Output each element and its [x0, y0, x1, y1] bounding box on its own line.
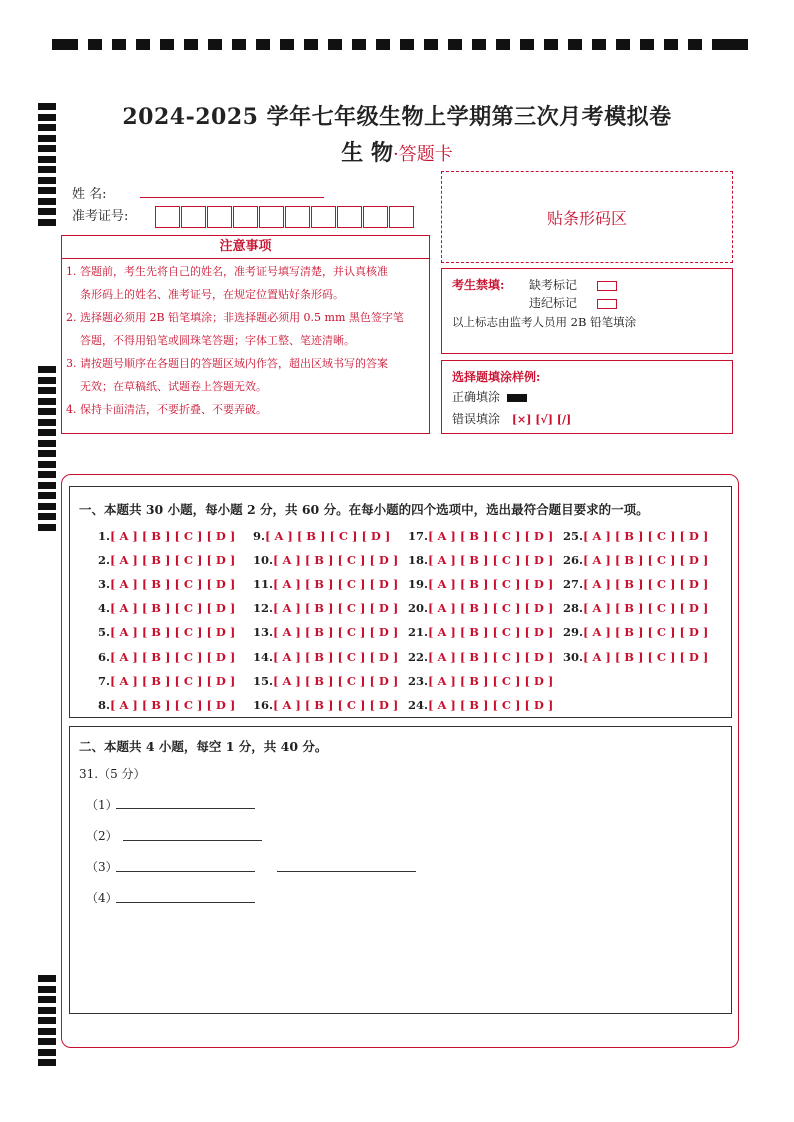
timing-mark — [38, 398, 56, 405]
timing-mark — [38, 1049, 56, 1056]
timing-mark — [38, 1007, 56, 1014]
answer-options[interactable]: [ A ] [ B ] [ C ] [ D ] — [110, 577, 236, 592]
answer-options[interactable]: [ A ] [ B ] [ C ] [ D ] — [428, 529, 554, 543]
name-field[interactable] — [140, 197, 324, 198]
subject-title — [0, 136, 794, 167]
notice-title: 注意事项 — [61, 235, 430, 259]
question-number: 16. — [253, 697, 274, 712]
wrong-label: 错误填涂 — [452, 412, 501, 426]
id-number-boxes[interactable] — [155, 206, 415, 228]
timing-mark — [38, 503, 56, 510]
mcq-question[interactable] — [408, 577, 553, 591]
question-number: 23. — [408, 673, 429, 688]
blank-label: （4） — [86, 891, 118, 905]
timing-mark — [38, 187, 56, 194]
answer-options[interactable]: [ A ] [ B ] [ C ] [ D ] — [273, 553, 399, 568]
timing-mark — [38, 219, 56, 226]
timing-mark — [38, 1028, 56, 1035]
mcq-question[interactable] — [98, 529, 235, 543]
answer-options[interactable]: [ A ] [ B ] [ C ] [ D ] — [110, 673, 236, 688]
section1-title: 一、本题共 30 小题，每小题 2 分，共 60 分。在每小题的四个选项中，选出最符合题目要求的一项。 — [79, 502, 649, 517]
subject-name: 生 物 — [341, 140, 393, 166]
absent-mark-row — [529, 276, 617, 293]
mcq-question[interactable] — [253, 625, 398, 639]
question-number: 6. — [98, 649, 111, 664]
mcq-question[interactable] — [563, 601, 708, 615]
answer-options[interactable]: [ A ] [ B ] [ C ] [ D ] — [583, 649, 709, 664]
mcq-question[interactable] — [253, 698, 398, 712]
question-number: 11. — [253, 577, 274, 592]
timing-mark — [38, 986, 56, 993]
answer-options[interactable]: [ A ] [ B ] [ C ] [ D ] — [583, 529, 709, 543]
question-number: 22. — [408, 649, 429, 664]
blank-label: （1） — [86, 798, 118, 812]
answer-options[interactable]: [ A ] [ B ] [ C ] [ D ] — [265, 529, 391, 543]
answer-line[interactable] — [116, 871, 255, 872]
mcq-question[interactable] — [98, 650, 235, 664]
question-number: 29. — [563, 625, 584, 640]
answer-options[interactable]: [ A ] [ B ] [ C ] [ D ] — [110, 625, 236, 640]
filled-bubble-icon — [507, 394, 527, 402]
answer-options[interactable]: [ A ] [ B ] [ C ] [ D ] — [428, 697, 554, 712]
notice-item: 条形码上的姓名、准考证号，在规定位置贴好条形码。 — [80, 288, 344, 301]
barcode-label: 贴条形码区 — [546, 208, 627, 228]
wrong-marks: [×] [√] [/] — [511, 413, 572, 426]
answer-options[interactable]: [ A ] [ B ] [ C ] [ D ] — [110, 553, 236, 568]
mcq-question[interactable] — [408, 529, 553, 543]
timing-mark — [38, 1059, 56, 1066]
answer-options[interactable]: [ A ] [ B ] [ C ] [ D ] — [583, 553, 709, 568]
mcq-question[interactable] — [563, 529, 708, 543]
question-number: 27. — [563, 577, 584, 592]
answer-line[interactable] — [116, 902, 255, 903]
name-label: 姓 名: — [72, 187, 107, 202]
answer-options[interactable]: [ A ] [ B ] [ C ] [ D ] — [273, 577, 399, 592]
mcq-question[interactable] — [98, 674, 235, 688]
mcq-question[interactable] — [563, 553, 708, 567]
timing-mark — [38, 975, 56, 982]
answer-line[interactable] — [116, 808, 255, 809]
answer-options[interactable]: [ A ] [ B ] [ C ] [ D ] — [273, 601, 399, 616]
timing-mark — [38, 492, 56, 499]
mcq-question[interactable] — [98, 577, 235, 591]
timing-mark — [38, 387, 56, 394]
question-number: 25. — [563, 529, 584, 543]
blank-label: （2） — [86, 829, 118, 843]
timing-mark — [38, 198, 56, 205]
timing-mark — [38, 1038, 56, 1045]
mcq-question[interactable] — [98, 553, 235, 567]
question-number: 24. — [408, 697, 429, 712]
proctor-label: 考生禁填: — [452, 278, 505, 292]
notice-item: 2. 选择题必须用 2B 铅笔填涂；非选择题必须用 0.5 mm 黑色签字笔 — [66, 311, 404, 324]
answer-card-label: ·答题卡 — [392, 144, 453, 165]
answer-line[interactable] — [123, 840, 262, 841]
question-number: 30. — [563, 649, 584, 664]
mcq-question[interactable] — [253, 553, 398, 567]
question-number: 18. — [408, 553, 429, 568]
mcq-question[interactable] — [408, 601, 553, 615]
timing-mark — [38, 166, 56, 173]
violation-mark-row — [529, 294, 617, 311]
question-number: 21. — [408, 625, 429, 640]
mcq-question[interactable] — [98, 601, 235, 615]
absent-label: 缺考标记 — [529, 278, 578, 292]
answer-options[interactable]: [ A ] [ B ] [ C ] [ D ] — [583, 625, 709, 640]
mcq-question[interactable] — [98, 698, 235, 712]
violation-mark-box[interactable] — [597, 299, 617, 309]
question-number: 17. — [408, 529, 429, 543]
answer-line[interactable] — [277, 871, 416, 872]
id-label: 准考证号: — [72, 209, 129, 224]
timing-mark — [38, 513, 56, 520]
question-number: 5. — [98, 625, 111, 640]
question-number: 13. — [253, 625, 274, 640]
notice-item: 答题，不得用铅笔或圆珠笔答题；字体工整、笔迹清晰。 — [80, 334, 355, 347]
answer-options[interactable]: [ A ] [ B ] [ C ] [ D ] — [273, 625, 399, 640]
section2-box — [69, 726, 732, 1014]
question-31-label: 31.（5 分） — [79, 767, 146, 781]
timing-mark — [38, 366, 56, 373]
mcq-question[interactable] — [408, 553, 553, 567]
mcq-question[interactable] — [563, 650, 708, 664]
answer-options[interactable]: [ A ] [ B ] [ C ] [ D ] — [273, 673, 399, 688]
proctor-note: 以上标志由监考人员用 2B 铅笔填涂 — [452, 315, 637, 329]
question-number: 12. — [253, 601, 274, 616]
correct-label: 正确填涂 — [452, 390, 501, 404]
timing-mark — [38, 996, 56, 1003]
timing-mark — [38, 429, 56, 436]
violation-label: 违纪标记 — [529, 296, 578, 310]
question-number: 10. — [253, 553, 274, 568]
answer-options[interactable]: [ A ] [ B ] [ C ] [ D ] — [273, 697, 399, 712]
timing-mark — [38, 524, 56, 531]
section2-title: 二、本题共 4 小题，每空 1 分，共 40 分。 — [79, 739, 328, 754]
timing-mark — [38, 208, 56, 215]
question-number: 4. — [98, 601, 111, 616]
mcq-question[interactable] — [253, 577, 398, 591]
timing-mark — [38, 377, 56, 384]
answer-options[interactable]: [ A ] [ B ] [ C ] [ D ] — [428, 553, 554, 568]
question-number: 9. — [253, 529, 266, 543]
question-number: 26. — [563, 553, 584, 568]
mcq-question[interactable] — [253, 674, 398, 688]
mcq-question[interactable] — [408, 650, 553, 664]
answer-options[interactable]: [ A ] [ B ] [ C ] [ D ] — [583, 601, 709, 616]
question-number: 2. — [98, 553, 111, 568]
answer-options[interactable]: [ A ] [ B ] [ C ] [ D ] — [428, 601, 554, 616]
mcq-question[interactable] — [253, 601, 398, 615]
answer-options[interactable]: [ A ] [ B ] [ C ] [ D ] — [583, 577, 709, 592]
notice-item: 1. 答题前，考生先将自己的姓名，准考证号填写清楚，并认真核准 — [66, 265, 388, 278]
answer-options[interactable]: [ A ] [ B ] [ C ] [ D ] — [110, 529, 236, 543]
mcq-question[interactable] — [408, 674, 553, 688]
timing-mark — [38, 482, 56, 489]
timing-mark — [38, 177, 56, 184]
mcq-question[interactable] — [253, 650, 398, 664]
question-number: 19. — [408, 577, 429, 592]
timing-mark — [38, 408, 56, 415]
question-number: 1. — [98, 529, 111, 543]
answer-options[interactable]: [ A ] [ B ] [ C ] [ D ] — [428, 577, 554, 592]
answer-options[interactable]: [ A ] [ B ] [ C ] [ D ] — [428, 625, 554, 640]
mcq-question[interactable] — [408, 625, 553, 639]
barcode-area — [441, 171, 733, 263]
answer-options[interactable]: [ A ] [ B ] [ C ] [ D ] — [110, 697, 236, 712]
question-number: 15. — [253, 673, 274, 688]
notice-item: 3. 请按题号顺序在各题目的答题区域内作答，超出区域书写的答案 — [66, 357, 388, 370]
question-number: 7. — [98, 673, 111, 688]
notice-item: 无效；在草稿纸、试题卷上答题无效。 — [80, 380, 267, 393]
timing-mark — [38, 450, 56, 457]
timing-mark — [38, 419, 56, 426]
answer-options[interactable]: [ A ] [ B ] [ C ] [ D ] — [428, 673, 554, 688]
mcq-question[interactable] — [563, 625, 708, 639]
page-title: 2024-2025 学年七年级生物上学期第三次月考模拟卷 — [122, 104, 672, 130]
absent-mark-box[interactable] — [597, 281, 617, 291]
mcq-question[interactable] — [98, 625, 235, 639]
blank-label: （3） — [86, 860, 118, 874]
timing-mark — [38, 440, 56, 447]
question-number: 3. — [98, 577, 111, 592]
timing-mark — [38, 461, 56, 468]
question-number: 14. — [253, 649, 274, 664]
timing-mark — [38, 1017, 56, 1024]
answer-options[interactable]: [ A ] [ B ] [ C ] [ D ] — [273, 649, 399, 664]
question-number: 20. — [408, 601, 429, 616]
question-number: 8. — [98, 697, 111, 712]
sample-title: 选择题填涂样例: — [452, 370, 541, 384]
answer-options[interactable]: [ A ] [ B ] [ C ] [ D ] — [110, 601, 236, 616]
notice-item: 4. 保持卡面清洁，不要折叠、不要弄破。 — [66, 403, 267, 416]
answer-options[interactable]: [ A ] [ B ] [ C ] [ D ] — [428, 649, 554, 664]
question-number: 28. — [563, 601, 584, 616]
timing-mark — [38, 471, 56, 478]
mcq-question[interactable] — [408, 698, 553, 712]
mcq-question[interactable] — [253, 529, 390, 543]
mcq-question[interactable] — [563, 577, 708, 591]
timing-marks-top — [52, 39, 748, 52]
wrong-sample — [452, 410, 571, 427]
correct-sample — [452, 388, 527, 405]
answer-options[interactable]: [ A ] [ B ] [ C ] [ D ] — [110, 649, 236, 664]
